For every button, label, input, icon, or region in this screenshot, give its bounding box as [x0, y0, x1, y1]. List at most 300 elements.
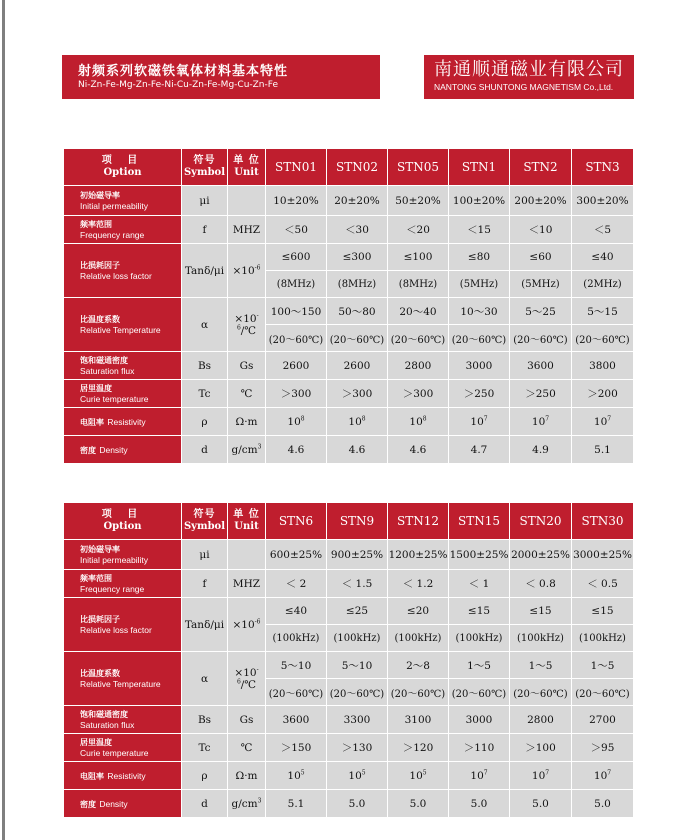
resistivity-base: 10 — [409, 769, 423, 782]
row-label-cn: 密度 — [80, 445, 96, 455]
cell-perm: 600±25% — [266, 540, 327, 570]
cell-loss: ≤40 — [572, 244, 634, 271]
row-label-cn: 比损耗因子 — [80, 614, 120, 624]
symbol-freq: f — [182, 216, 228, 244]
unit-text: ℃ — [240, 741, 253, 754]
row-label-cn: 频率范围 — [80, 219, 112, 229]
cell-dens: 5.0 — [449, 790, 510, 818]
row-label-sat — [64, 352, 182, 380]
row-label-en: Relative Temperature — [80, 678, 161, 689]
symbol-temp — [182, 652, 228, 706]
cell-temp_cond: (20～60℃) — [266, 679, 327, 706]
header-symbol-en: Symbol — [183, 521, 226, 532]
page-subtitle: Ni-Zn-Fe-Mg-Zn-Fe-Ni-Cu-Zn-Fe-Mg-Cu-Zn-Fe — [78, 80, 278, 90]
resistivity-base: 10 — [287, 769, 301, 782]
row-label-en: Density — [99, 798, 128, 809]
product-header: STN01 — [266, 149, 327, 186]
cell-freq: ＜5 — [572, 216, 634, 244]
resistivity-base: 10 — [348, 415, 362, 428]
cell-freq: ＜50 — [266, 216, 327, 244]
header-unit-en: Unit — [234, 521, 259, 532]
row-label-cn: 电阻率 — [80, 771, 104, 781]
unit-curie — [228, 734, 266, 762]
resistivity-exponent: 8 — [422, 415, 427, 422]
cell-loss_cond: (8MHz) — [266, 271, 327, 298]
symbol-resist: ρ — [182, 408, 228, 436]
cell-curie: ＞300 — [327, 380, 388, 408]
cell-curie: ＞130 — [327, 734, 388, 762]
cell-loss_cond: (100kHz) — [510, 625, 572, 652]
cell-freq: ＜ 0.8 — [510, 570, 572, 598]
unit-temp — [228, 298, 266, 352]
cell-sat: 3600 — [266, 706, 327, 734]
cell-sat: 3000 — [449, 352, 510, 380]
row-label-en: Relative loss factor — [80, 624, 152, 635]
resistivity-base: 10 — [470, 769, 484, 782]
unit-exponent: -6 — [236, 312, 259, 331]
product-header: STN2 — [510, 149, 572, 186]
product-header: STN6 — [266, 503, 327, 540]
unit-text: Ω·m — [235, 769, 258, 782]
cell-resistivity — [327, 408, 388, 436]
resistivity-exponent: 7 — [545, 769, 550, 776]
unit-text: MHZ — [232, 577, 261, 590]
row-label-en: Curie temperature — [80, 747, 149, 758]
row-label-cn: 频率范围 — [80, 573, 112, 583]
cell-resistivity — [388, 762, 449, 790]
header-option-en: Option — [103, 521, 142, 532]
row-label-resist — [64, 408, 182, 436]
cell-resistivity — [266, 762, 327, 790]
row-label-freq — [64, 570, 182, 598]
cell-loss_cond: (100kHz) — [388, 625, 449, 652]
cell-loss_cond: (2MHz) — [572, 271, 634, 298]
spec-table-2 — [63, 502, 634, 818]
cell-freq: ＜15 — [449, 216, 510, 244]
cell-sat: 2800 — [510, 706, 572, 734]
cell-loss_cond: (100kHz) — [327, 625, 388, 652]
resistivity-base: 10 — [593, 415, 608, 428]
row-label-en: Frequency range — [80, 229, 145, 240]
cell-sat: 3800 — [572, 352, 634, 380]
unit-sat — [228, 352, 266, 380]
header-symbol-cn: 符号 — [193, 155, 216, 166]
row-label-perm — [64, 540, 182, 570]
cell-sat: 2800 — [388, 352, 449, 380]
cell-loss_cond: (5MHz) — [510, 271, 572, 298]
title-banner — [62, 55, 380, 99]
cell-curie: ＞110 — [449, 734, 510, 762]
unit-freq — [228, 216, 266, 244]
page-title: 射频系列软磁铁氧体材料基本特性 — [78, 64, 289, 79]
cell-loss: ≤60 — [510, 244, 572, 271]
cell-temp_cond: (20～60℃) — [327, 325, 388, 352]
header-unit — [228, 149, 266, 186]
row-label-en: Curie temperature — [80, 393, 149, 404]
cell-temp: 5～10 — [327, 652, 388, 679]
product-header: STN1 — [449, 149, 510, 186]
unit-loss — [228, 598, 266, 652]
cell-temp: 1～5 — [572, 652, 634, 679]
cell-loss_cond: (8MHz) — [388, 271, 449, 298]
header-option-cn: 项 目 — [101, 155, 144, 166]
symbol-resist: ρ — [182, 762, 228, 790]
cell-perm: 10±20% — [266, 186, 327, 216]
cell-sat: 3600 — [510, 352, 572, 380]
row-temp — [64, 298, 634, 325]
row-density — [64, 436, 634, 464]
cell-resistivity — [449, 408, 510, 436]
resistivity-exponent: 5 — [300, 769, 305, 776]
cell-temp: 100～150 — [266, 298, 327, 325]
cell-loss: ≤80 — [449, 244, 510, 271]
row-label-cn: 比损耗因子 — [80, 260, 120, 270]
cell-resistivity — [572, 408, 634, 436]
cell-temp: 10～30 — [449, 298, 510, 325]
product-header: STN15 — [449, 503, 510, 540]
banner-gap — [380, 55, 424, 99]
cell-freq: ＜ 1.2 — [388, 570, 449, 598]
symbol-temp — [182, 298, 228, 352]
cell-dens: 4.6 — [388, 436, 449, 464]
unit-text: Gs — [239, 359, 254, 372]
cell-temp: 2～8 — [388, 652, 449, 679]
symbol-sat: Bs — [182, 706, 228, 734]
cell-sat: 2600 — [327, 352, 388, 380]
cell-loss_cond: (5MHz) — [449, 271, 510, 298]
cell-loss: ≤25 — [327, 598, 388, 625]
unit-text: ×10 — [234, 666, 257, 679]
symbol-perm: μi — [182, 186, 228, 216]
row-label-freq — [64, 216, 182, 244]
row-label-dens — [64, 436, 182, 464]
row-label-en: Initial permeability — [80, 554, 149, 565]
row-label-cn: 初始磁导率 — [80, 190, 120, 200]
row-label-en: Relative loss factor — [80, 270, 152, 281]
cell-freq: ＜ 1.5 — [327, 570, 388, 598]
unit-suffix: /℃ — [240, 324, 257, 337]
cell-loss: ≤300 — [327, 244, 388, 271]
header-row — [64, 149, 634, 186]
cell-temp: 1～5 — [510, 652, 572, 679]
symbol-loss: Tanδ/μi — [182, 598, 228, 652]
resistivity-exponent: 5 — [361, 769, 366, 776]
resistivity-base: 10 — [287, 415, 301, 428]
cell-resistivity — [327, 762, 388, 790]
cell-temp_cond: (20～60℃) — [572, 679, 634, 706]
page-frame-line — [2, 0, 5, 840]
row-label-en: Frequency range — [80, 583, 145, 594]
row-label-cn: 饱和磁通密度 — [80, 355, 128, 365]
row-temp — [64, 652, 634, 679]
cell-dens: 5.1 — [266, 790, 327, 818]
unit-freq — [228, 570, 266, 598]
row-label-cn: 电阻率 — [80, 417, 104, 427]
cell-temp_cond: (20～60℃) — [449, 679, 510, 706]
row-label-en: Saturation flux — [80, 719, 135, 730]
cell-resistivity — [510, 408, 572, 436]
cell-curie: ＞150 — [266, 734, 327, 762]
row-label-cn: 初始磁导率 — [80, 544, 120, 554]
spec-table-1 — [63, 148, 634, 464]
cell-resistivity — [449, 762, 510, 790]
cell-sat: 3100 — [388, 706, 449, 734]
row-label-perm — [64, 186, 182, 216]
resistivity-exponent: 7 — [607, 415, 612, 422]
unit-text: ℃ — [240, 387, 253, 400]
cell-temp_cond: (20～60℃) — [327, 679, 388, 706]
symbol-curie: Tc — [182, 380, 228, 408]
cell-sat: 2700 — [572, 706, 634, 734]
cell-freq: ＜ 2 — [266, 570, 327, 598]
row-permeability — [64, 186, 634, 216]
cell-resistivity — [388, 408, 449, 436]
symbol-dens: d — [182, 790, 228, 818]
cell-loss_cond: (100kHz) — [572, 625, 634, 652]
cell-temp: 50～80 — [327, 298, 388, 325]
cell-dens: 5.0 — [388, 790, 449, 818]
cell-loss: ≤600 — [266, 244, 327, 271]
company-banner — [424, 55, 634, 99]
row-label-resist — [64, 762, 182, 790]
row-label-curie — [64, 734, 182, 762]
cell-curie: ＞250 — [449, 380, 510, 408]
symbol-loss: Tanδ/μi — [182, 244, 228, 298]
row-label-cn: 比温度系数 — [80, 314, 120, 324]
header-symbol — [182, 503, 228, 540]
unit-resist — [228, 408, 266, 436]
product-header: STN9 — [327, 503, 388, 540]
resistivity-exponent: 8 — [361, 415, 366, 422]
row-label-en: Saturation flux — [80, 365, 135, 376]
header-option — [64, 149, 182, 186]
cell-dens: 5.0 — [327, 790, 388, 818]
resistivity-base: 10 — [470, 415, 484, 428]
cell-curie: ＞300 — [388, 380, 449, 408]
row-label-en: Relative Temperature — [80, 324, 161, 335]
row-label-cn: 密度 — [80, 799, 96, 809]
product-header: STN3 — [572, 149, 634, 186]
row-label-sat — [64, 706, 182, 734]
row-resistivity — [64, 408, 634, 436]
cell-curie: ＞100 — [510, 734, 572, 762]
cell-resistivity — [266, 408, 327, 436]
cell-perm: 50±20% — [388, 186, 449, 216]
cell-loss: ≤100 — [388, 244, 449, 271]
cell-curie: ＞250 — [510, 380, 572, 408]
cell-temp_cond: (20～60℃) — [449, 325, 510, 352]
row-loss — [64, 244, 634, 271]
cell-perm: 3000±25% — [572, 540, 634, 570]
header-option — [64, 503, 182, 540]
cell-resistivity — [510, 762, 572, 790]
cell-curie: ＞120 — [388, 734, 449, 762]
symbol-alpha: α — [200, 672, 209, 685]
cell-temp_cond: (20～60℃) — [388, 679, 449, 706]
cell-perm: 20±20% — [327, 186, 388, 216]
symbol-curie: Tc — [182, 734, 228, 762]
cell-loss_cond: (8MHz) — [327, 271, 388, 298]
cell-temp: 20～40 — [388, 298, 449, 325]
unit-exponent: -6 — [236, 666, 259, 685]
cell-perm: 2000±25% — [510, 540, 572, 570]
cell-perm: 1500±25% — [449, 540, 510, 570]
header-unit-cn: 单 位 — [233, 155, 260, 166]
header-row — [64, 503, 634, 540]
cell-temp_cond: (20～60℃) — [572, 325, 634, 352]
unit-dens — [228, 436, 266, 464]
row-resistivity — [64, 762, 634, 790]
row-label-curie — [64, 380, 182, 408]
cell-loss: ≤15 — [572, 598, 634, 625]
resistivity-base: 10 — [531, 415, 546, 428]
cell-sat: 3300 — [327, 706, 388, 734]
unit-dens — [228, 790, 266, 818]
resistivity-exponent: 7 — [545, 415, 550, 422]
cell-dens: 5.0 — [572, 790, 634, 818]
cell-temp: 5～10 — [266, 652, 327, 679]
cell-perm: 900±25% — [327, 540, 388, 570]
cell-temp_cond: (20～60℃) — [388, 325, 449, 352]
header-unit-en: Unit — [234, 167, 259, 178]
unit-sat — [228, 706, 266, 734]
cell-dens: 5.1 — [572, 436, 634, 464]
unit-text: g/cm — [231, 797, 258, 810]
header-option-cn: 项 目 — [101, 509, 144, 520]
header-unit — [228, 503, 266, 540]
product-header: STN05 — [388, 149, 449, 186]
row-label-loss — [64, 598, 182, 652]
row-frequency — [64, 216, 634, 244]
unit-text: Ω·m — [235, 415, 258, 428]
unit-resist — [228, 762, 266, 790]
resistivity-base: 10 — [409, 415, 423, 428]
row-label-en: Initial permeability — [80, 200, 149, 211]
row-label-en: Resistivity — [107, 770, 146, 781]
row-label-cn: 比温度系数 — [80, 668, 120, 678]
cell-freq: ＜ 0.5 — [572, 570, 634, 598]
resistivity-base: 10 — [593, 769, 608, 782]
cell-loss: ≤40 — [266, 598, 327, 625]
unit-empty — [228, 540, 266, 570]
cell-sat: 2600 — [266, 352, 327, 380]
row-label-en: Density — [99, 444, 128, 455]
row-curie — [64, 380, 634, 408]
cell-dens: 4.6 — [327, 436, 388, 464]
unit-text: ×10 — [232, 264, 255, 277]
row-loss — [64, 598, 634, 625]
cell-loss_cond: (100kHz) — [266, 625, 327, 652]
resistivity-exponent: 8 — [300, 415, 305, 422]
unit-temp — [228, 652, 266, 706]
cell-temp: 1～5 — [449, 652, 510, 679]
resistivity-exponent: 7 — [483, 415, 488, 422]
cell-freq: ＜10 — [510, 216, 572, 244]
unit-loss — [228, 244, 266, 298]
unit-exponent: 3 — [257, 443, 262, 450]
resistivity-base: 10 — [348, 769, 362, 782]
symbol-perm: μi — [182, 540, 228, 570]
unit-text: ×10 — [234, 312, 257, 325]
row-label-cn: 饱和磁通密度 — [80, 709, 128, 719]
cell-perm: 100±20% — [449, 186, 510, 216]
row-saturation — [64, 706, 634, 734]
cell-temp: 5～25 — [510, 298, 572, 325]
cell-curie: ＞200 — [572, 380, 634, 408]
symbol-dens: d — [182, 436, 228, 464]
product-header: STN12 — [388, 503, 449, 540]
cell-dens: 4.9 — [510, 436, 572, 464]
row-label-cn: 居里温度 — [80, 383, 112, 393]
resistivity-base: 10 — [531, 769, 546, 782]
symbol-sat: Bs — [182, 352, 228, 380]
cell-freq: ＜30 — [327, 216, 388, 244]
unit-exponent: 3 — [257, 797, 262, 804]
unit-suffix: /℃ — [240, 678, 257, 691]
cell-perm: 300±20% — [572, 186, 634, 216]
header-symbol-en: Symbol — [183, 167, 226, 178]
company-name-cn: 南通顺通磁业有限公司 — [434, 59, 624, 80]
cell-temp: 5～15 — [572, 298, 634, 325]
cell-loss: ≤15 — [510, 598, 572, 625]
cell-dens: 4.6 — [266, 436, 327, 464]
row-label-cn: 居里温度 — [80, 737, 112, 747]
cell-loss: ≤15 — [449, 598, 510, 625]
cell-sat: 3000 — [449, 706, 510, 734]
cell-freq: ＜ 1 — [449, 570, 510, 598]
cell-curie: ＞95 — [572, 734, 634, 762]
row-density — [64, 790, 634, 818]
row-label-temp — [64, 298, 182, 352]
resistivity-exponent: 7 — [607, 769, 612, 776]
header-symbol-cn: 符号 — [193, 509, 216, 520]
unit-text: Gs — [239, 713, 254, 726]
row-label-temp — [64, 652, 182, 706]
row-label-dens — [64, 790, 182, 818]
cell-perm: 1200±25% — [388, 540, 449, 570]
cell-temp_cond: (20～60℃) — [510, 325, 572, 352]
row-label-loss — [64, 244, 182, 298]
resistivity-exponent: 7 — [483, 769, 488, 776]
row-curie — [64, 734, 634, 762]
header-unit-cn: 单 位 — [233, 509, 260, 520]
product-header: STN30 — [572, 503, 634, 540]
unit-exponent: -6 — [254, 264, 261, 271]
cell-temp_cond: (20～60℃) — [510, 679, 572, 706]
unit-text: g/cm — [231, 443, 258, 456]
product-header: STN02 — [327, 149, 388, 186]
header-option-en: Option — [103, 167, 142, 178]
header-symbol — [182, 149, 228, 186]
unit-text: ×10 — [232, 618, 255, 631]
cell-curie: ＞300 — [266, 380, 327, 408]
company-name-en: NANTONG SHUNTONG MAGNETISM Co.,Ltd. — [434, 82, 614, 92]
unit-curie — [228, 380, 266, 408]
cell-perm: 200±20% — [510, 186, 572, 216]
cell-loss_cond: (100kHz) — [449, 625, 510, 652]
symbol-alpha: α — [200, 318, 209, 331]
cell-dens: 4.7 — [449, 436, 510, 464]
unit-empty — [228, 186, 266, 216]
row-permeability — [64, 540, 634, 570]
resistivity-exponent: 5 — [422, 769, 427, 776]
cell-loss: ≤20 — [388, 598, 449, 625]
cell-resistivity — [572, 762, 634, 790]
unit-text: MHZ — [232, 223, 261, 236]
cell-temp_cond: (20～60℃) — [266, 325, 327, 352]
product-header: STN20 — [510, 503, 572, 540]
symbol-freq: f — [182, 570, 228, 598]
